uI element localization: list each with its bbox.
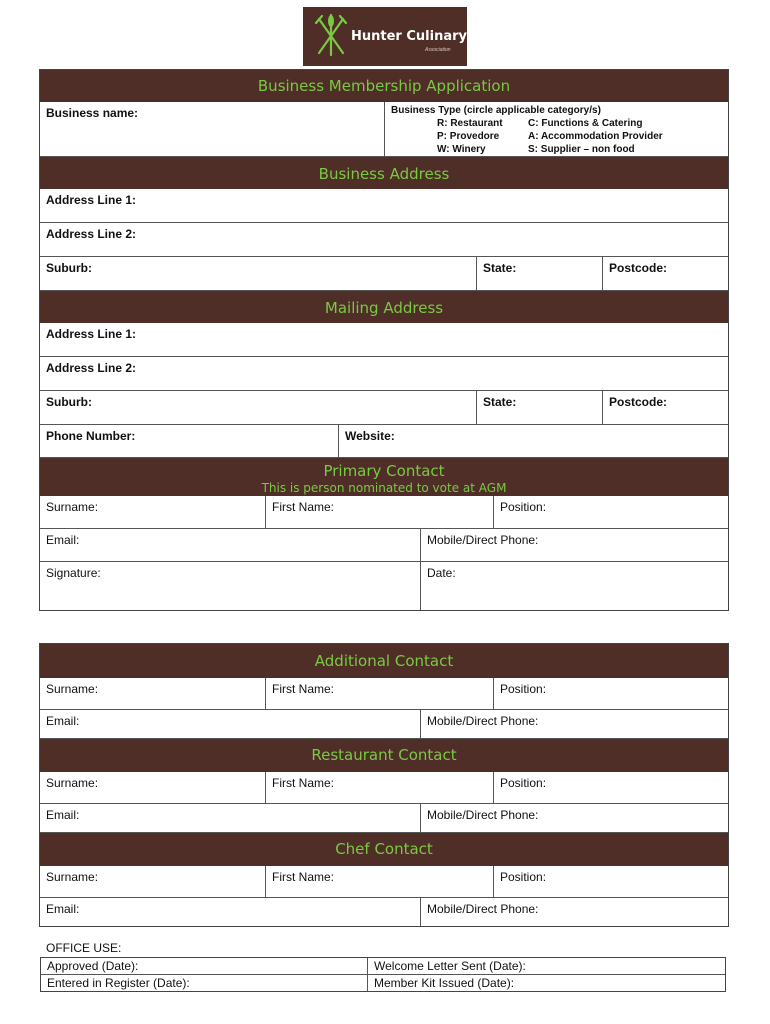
primary-contact-title: Primary Contact xyxy=(323,462,445,480)
phone-number-field[interactable]: Phone Number: xyxy=(40,425,339,458)
primary-surname-field[interactable]: Surname: xyxy=(40,496,266,529)
business-address-header xyxy=(40,157,728,189)
primary-contact-subtitle: This is person nominated to vote at AGM xyxy=(261,481,507,495)
additional-first-name-field[interactable]: First Name: xyxy=(266,678,494,710)
business-type-r[interactable]: R: Restaurant xyxy=(437,118,503,129)
mailing-postcode-field[interactable]: Postcode: xyxy=(603,391,728,425)
utensils-icon xyxy=(313,13,349,57)
contacts-form xyxy=(39,643,729,927)
restaurant-position-field[interactable]: Position: xyxy=(494,772,728,804)
business-state-field[interactable]: State: xyxy=(477,257,603,291)
business-type-a[interactable]: A: Accommodation Provider xyxy=(528,131,663,142)
additional-contact-header xyxy=(40,644,728,678)
business-address-line2-field[interactable]: Address Line 2: xyxy=(40,223,728,257)
primary-signature-field[interactable]: Signature: xyxy=(40,562,421,610)
membership-form xyxy=(39,69,729,611)
mailing-address-title: Mailing Address xyxy=(324,299,444,317)
restaurant-mobile-field[interactable]: Mobile/Direct Phone: xyxy=(421,804,728,833)
primary-date-field[interactable]: Date: xyxy=(427,566,456,580)
additional-surname-field[interactable]: Surname: xyxy=(40,678,266,710)
entered-register-cell[interactable]: Entered in Register (Date): xyxy=(41,975,368,991)
mailing-address-line1-field[interactable]: Address Line 1: xyxy=(40,323,728,357)
welcome-letter-cell[interactable]: Welcome Letter Sent (Date): xyxy=(368,958,725,975)
primary-mobile-field[interactable]: Mobile/Direct Phone: xyxy=(421,529,728,562)
additional-contact-title: Additional Contact xyxy=(314,652,454,670)
restaurant-contact-header xyxy=(40,739,728,772)
mailing-suburb-field[interactable]: Suburb: xyxy=(40,391,477,425)
office-use-label: OFFICE USE: xyxy=(46,941,122,955)
restaurant-first-name-field[interactable]: First Name: xyxy=(266,772,494,804)
business-address-title: Business Address xyxy=(318,165,450,183)
chef-email-field[interactable]: Email: xyxy=(40,898,421,926)
chef-contact-header xyxy=(40,833,728,866)
approved-date-cell[interactable]: Approved (Date): xyxy=(41,958,368,975)
chef-position-field[interactable]: Position: xyxy=(494,866,728,898)
application-title: Business Membership Application xyxy=(257,77,511,95)
logo-subtitle: Association xyxy=(425,47,451,53)
application-header xyxy=(40,70,728,102)
office-use-table xyxy=(40,957,726,992)
primary-email-field[interactable]: Email: xyxy=(40,529,421,562)
business-type-p[interactable]: P: Provedore xyxy=(437,131,500,142)
primary-first-name-field[interactable]: First Name: xyxy=(266,496,494,529)
logo-title: Hunter Culinary xyxy=(351,29,467,44)
primary-position-field[interactable]: Position: xyxy=(494,496,728,529)
business-suburb-field[interactable]: Suburb: xyxy=(40,257,477,291)
primary-contact-header xyxy=(40,458,728,496)
business-type-field[interactable] xyxy=(385,102,728,157)
additional-email-field[interactable]: Email: xyxy=(40,710,421,739)
business-type-heading: Business Type (circle applicable category/s) xyxy=(391,105,601,116)
additional-position-field[interactable]: Position: xyxy=(494,678,728,710)
business-address-line1-field[interactable]: Address Line 1: xyxy=(40,189,728,223)
chef-mobile-field[interactable]: Mobile/Direct Phone: xyxy=(427,902,539,916)
chef-surname-field[interactable]: Surname: xyxy=(40,866,266,898)
member-kit-cell[interactable]: Member Kit Issued (Date): xyxy=(374,976,515,990)
additional-mobile-field[interactable]: Mobile/Direct Phone: xyxy=(421,710,728,739)
restaurant-surname-field[interactable]: Surname: xyxy=(40,772,266,804)
business-type-w[interactable]: W: Winery xyxy=(437,144,486,155)
business-name-field[interactable]: Business name: xyxy=(40,102,385,157)
mailing-address-header xyxy=(40,291,728,323)
restaurant-email-field[interactable]: Email: xyxy=(40,804,421,833)
business-postcode-field[interactable]: Postcode: xyxy=(603,257,728,291)
chef-contact-title: Chef Contact xyxy=(335,840,433,858)
logo xyxy=(303,7,467,66)
business-type-s[interactable]: S: Supplier – non food xyxy=(528,144,635,155)
chef-first-name-field[interactable]: First Name: xyxy=(266,866,494,898)
mailing-address-line2-field[interactable]: Address Line 2: xyxy=(40,357,728,391)
website-field[interactable]: Website: xyxy=(339,425,728,458)
business-type-c[interactable]: C: Functions & Catering xyxy=(528,118,643,129)
restaurant-contact-title: Restaurant Contact xyxy=(311,746,457,764)
mailing-state-field[interactable]: State: xyxy=(477,391,603,425)
